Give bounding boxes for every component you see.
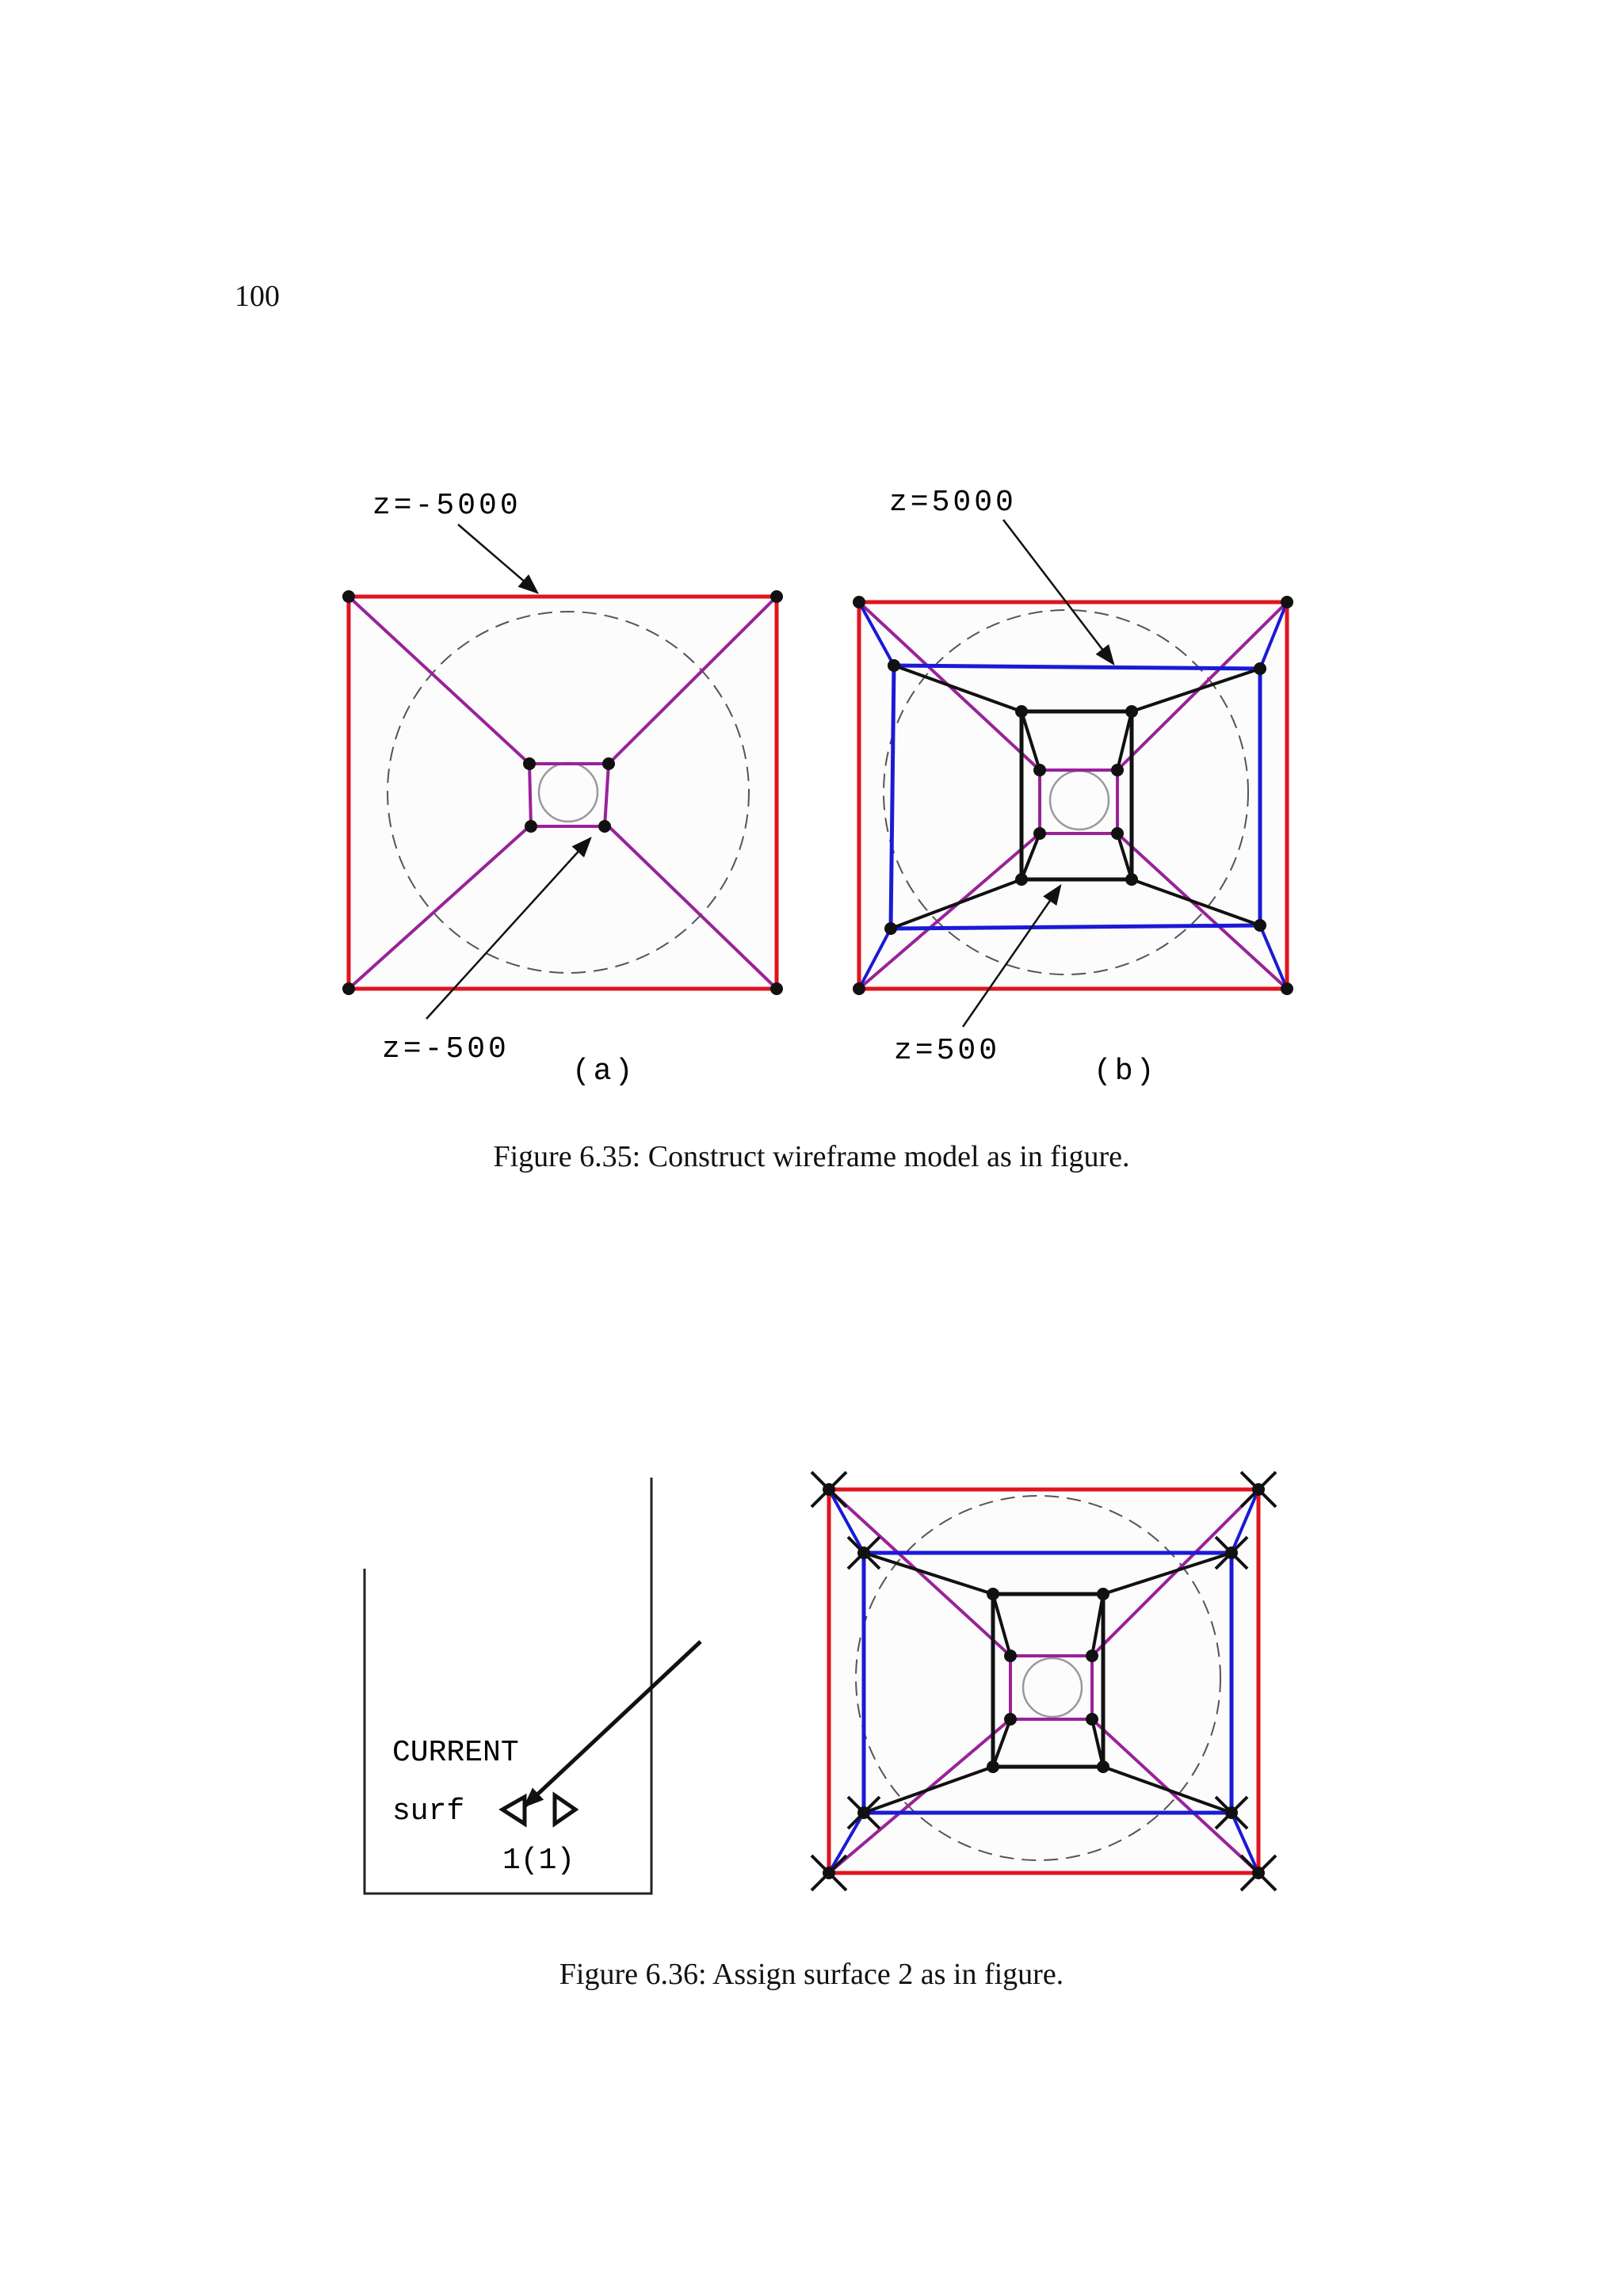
figure-6-35-panel-b (853, 486, 1293, 1089)
panel-b-label: (b) (1094, 1055, 1158, 1089)
current-label: CURRENT (392, 1736, 519, 1770)
panel-a-top-arrow (458, 524, 537, 593)
pointer-arrow (525, 1642, 701, 1806)
surf-value: 1(1) (502, 1844, 575, 1878)
triangle-left-icon[interactable] (502, 1797, 525, 1824)
surf-label: surf (392, 1794, 465, 1829)
panel-a-background (342, 596, 775, 989)
page-number: 100 (235, 280, 280, 313)
panel-b-top-annotation: z=5000 (889, 486, 1017, 520)
panel-b-bottom-annotation: z=500 (894, 1034, 1001, 1068)
figure-6-36-ui-panel (365, 1478, 701, 1894)
panel-b-background (856, 598, 1288, 992)
figure-6-35-caption: Figure 6.35: Construct wireframe model as in figure. (493, 1140, 1130, 1173)
figure-6-35-panel-a (342, 489, 783, 1089)
panel-a-label: (a) (572, 1055, 636, 1089)
triangle-right-icon[interactable] (555, 1795, 575, 1824)
panel-a-bottom-annotation: z=-500 (382, 1032, 510, 1066)
panel-a-top-annotation: z=-5000 (372, 489, 521, 523)
figure-6-36-caption: Figure 6.36: Assign surface 2 as in figure. (559, 1958, 1064, 1991)
figure-6-36-wireframe (812, 1472, 1276, 1890)
ui-panel-border (365, 1478, 651, 1894)
